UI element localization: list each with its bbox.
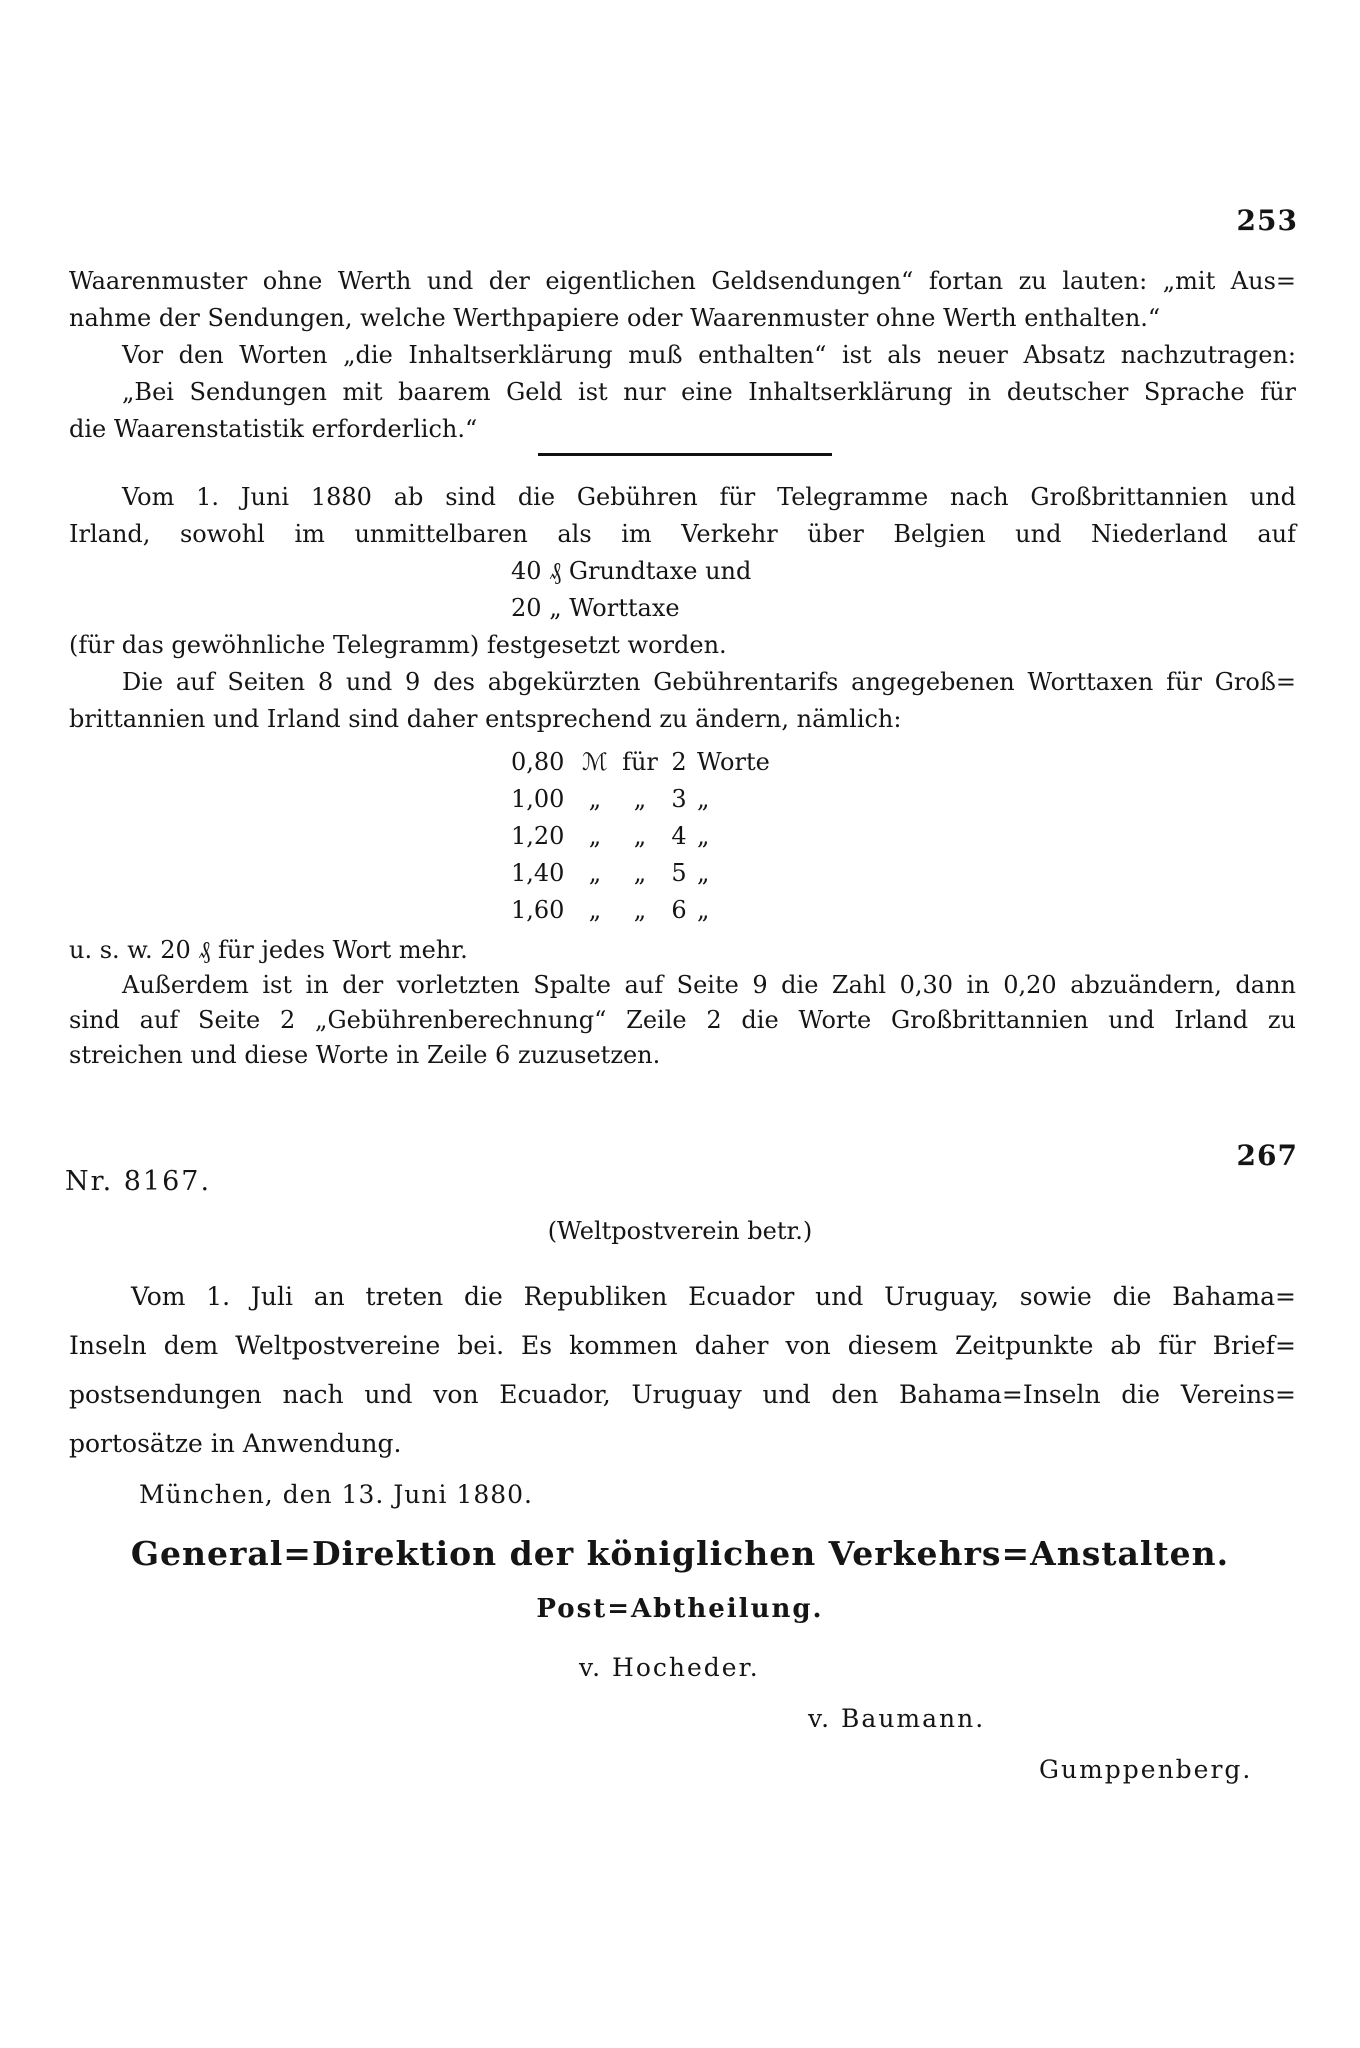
- word-rate-row: [511, 744, 807, 781]
- ditto-mark: „: [697, 822, 710, 850]
- rate-amount: 1,00: [511, 785, 565, 813]
- ditto-mark: „: [697, 859, 710, 887]
- page-number-top: 253: [1236, 204, 1298, 237]
- ditto-mark: „: [588, 822, 602, 850]
- ditto-mark: „: [588, 896, 602, 924]
- rate-amount: 20: [511, 594, 542, 622]
- amendment-paragraph: [69, 263, 1296, 448]
- organization-heading: General=Direktion der königlichen Verkehrs=Anstalten.: [130, 1534, 1230, 1573]
- text-line: (für das gewöhnliche Telegramm) festgesetzt worden.: [69, 631, 727, 659]
- mark-sign: ℳ: [582, 748, 608, 776]
- ditto-mark: „: [549, 594, 562, 622]
- rate-amount: 1,60: [511, 896, 565, 924]
- department-heading: Post=Abtheilung.: [536, 1594, 824, 1624]
- pfennig-sign: ₰: [549, 557, 562, 585]
- word-rate-row: [511, 781, 807, 818]
- word-count: 3: [671, 785, 687, 813]
- rate-for: für: [622, 748, 658, 776]
- telegram-paragraph: [69, 479, 1296, 738]
- word-count: 5: [671, 859, 687, 887]
- text-line: Waarenmuster ohne Werth und der eigentlichen Geldsendungen“ fortan zu lauten: „mit Aus=: [69, 267, 1296, 295]
- notice-number: Nr. 8167.: [65, 1166, 212, 1197]
- rate-label: Worttaxe: [569, 594, 680, 622]
- ditto-mark: „: [633, 785, 647, 813]
- rate-amount: 1,20: [511, 822, 565, 850]
- rate-label: Grundtaxe und: [568, 557, 752, 585]
- notice-paragraph: [69, 1272, 1296, 1468]
- base-rate-row: [511, 590, 1296, 627]
- rate-amount: 40: [511, 557, 542, 585]
- word-rate-row: [511, 855, 807, 892]
- text-line: nahme der Sendungen, welche Werthpapiere oder Waarenmuster ohne Werth enthalten.“: [69, 304, 1161, 332]
- text-line: Die auf Seiten 8 und 9 des abgekürzten Gebührentarifs angegebenen Worttaxen für Groß=: [122, 668, 1296, 696]
- text-line: Vom 1. Juni 1880 ab sind die Gebühren für Telegramme nach Großbrittannien und: [122, 483, 1296, 511]
- text-line: postsendungen nach und von Ecuador, Uruguay und den Bahama=Inseln die Vereins=: [69, 1380, 1296, 1409]
- ditto-mark: „: [633, 822, 647, 850]
- text-line: portosätze in Anwendung.: [69, 1429, 402, 1458]
- word-count: 2: [671, 748, 687, 776]
- signature: Gumppenberg.: [1039, 1755, 1253, 1784]
- rate-amount: 0,80: [511, 748, 565, 776]
- text-line: „Bei Sendungen mit baarem Geld ist nur eine Inhaltserklärung in deutscher Sprache für: [122, 378, 1296, 406]
- word-rate-row: [511, 892, 807, 929]
- text-line: brittannien und Irland sind daher entsprechend zu ändern, nämlich:: [69, 705, 902, 733]
- text-line: die Waarenstatistik erforderlich.“: [69, 415, 478, 443]
- dateline: München, den 13. Juni 1880.: [139, 1480, 533, 1509]
- signature: v. Baumann.: [808, 1704, 986, 1733]
- text-line: Inseln dem Weltpostvereine bei. Es kommen daher von diesem Zeitpunkte ab für Brief=: [69, 1331, 1296, 1360]
- text-line: Vom 1. Juli an treten die Republiken Ecuador und Uruguay, sowie die Bahama=: [131, 1282, 1296, 1311]
- word-rate-table: [511, 744, 807, 929]
- text-line: Vor den Worten „die Inhaltserklärung muß enthalten“ ist als neuer Absatz nachzutragen:: [122, 341, 1296, 369]
- word-label: Worte: [697, 748, 770, 776]
- word-rate-row: [511, 818, 807, 855]
- correction-paragraph: [69, 968, 1296, 1073]
- ditto-mark: „: [588, 859, 602, 887]
- ditto-mark: „: [633, 859, 647, 887]
- text-line: streichen und diese Worte in Zeile 6 zuzusetzen.: [69, 1041, 661, 1069]
- base-rate-row: [511, 553, 1296, 590]
- notice-subject: (Weltpostverein betr.): [547, 1217, 813, 1245]
- section-divider: [538, 453, 832, 456]
- text-line: sind auf Seite 2 „Gebührenberechnung“ Zeile 2 die Worte Großbrittannien und Irland zu: [69, 1006, 1296, 1034]
- word-count: 4: [671, 822, 687, 850]
- etc-line: u. s. w. 20 ₰ für jedes Wort mehr.: [69, 936, 468, 964]
- ditto-mark: „: [697, 896, 710, 924]
- rate-amount: 1,40: [511, 859, 565, 887]
- word-count: 6: [671, 896, 687, 924]
- ditto-mark: „: [588, 785, 602, 813]
- page-number-section: 267: [1236, 1139, 1298, 1172]
- ditto-mark: „: [697, 785, 710, 813]
- text-line: Außerdem ist in der vorletzten Spalte auf Seite 9 die Zahl 0,30 in 0,20 abzuändern, dann: [122, 971, 1296, 999]
- signature: v. Hocheder.: [579, 1653, 760, 1682]
- text-line: Irland, sowohl im unmittelbaren als im Verkehr über Belgien und Niederland auf: [69, 520, 1296, 548]
- ditto-mark: „: [633, 896, 647, 924]
